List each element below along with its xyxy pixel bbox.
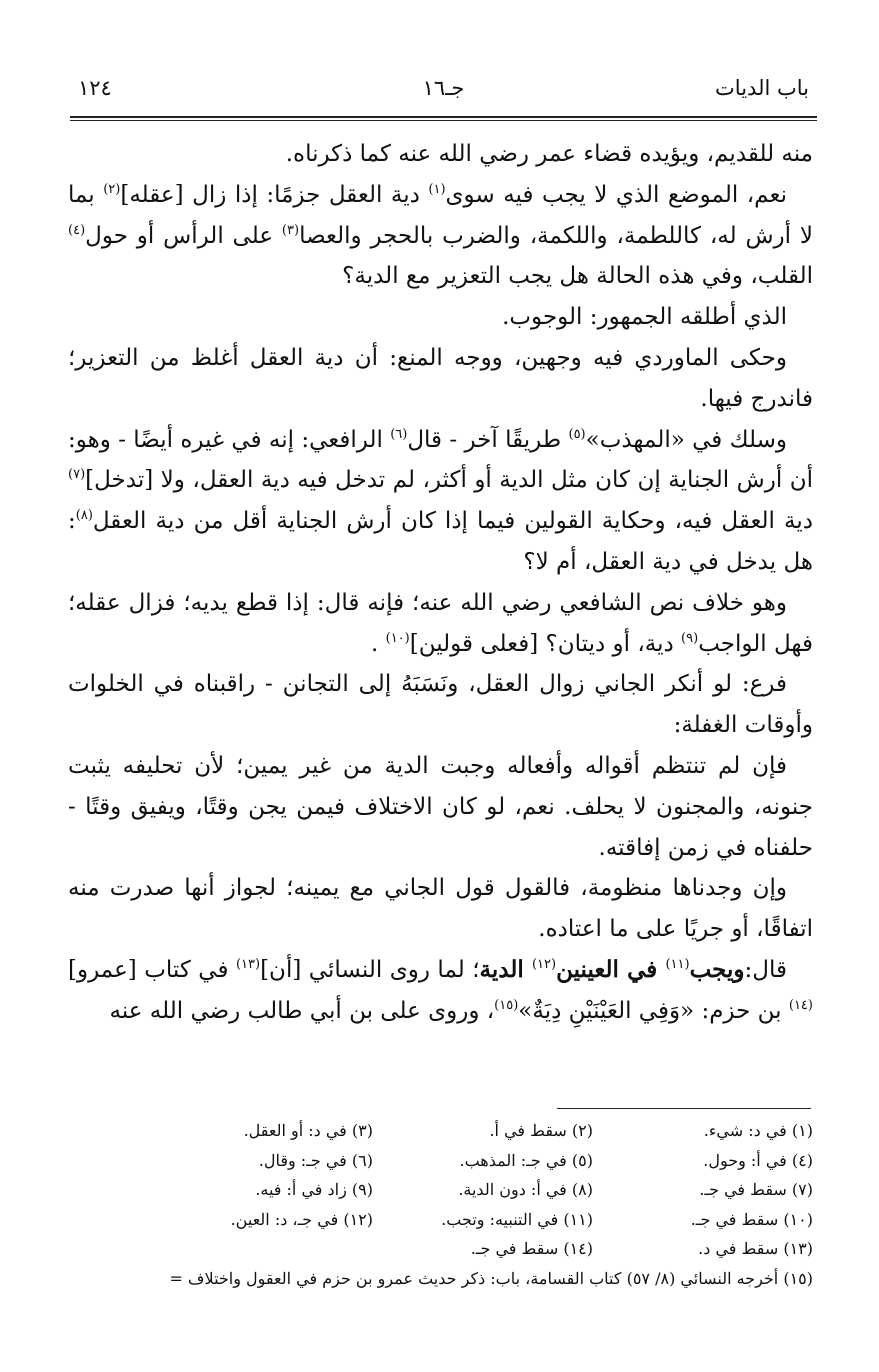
running-header	[78, 76, 809, 106]
chapter-title: باب الديات	[715, 76, 809, 100]
footnote: (١١) في التنبيه: وتجب.	[441, 1209, 593, 1229]
footnote-row	[60, 1205, 813, 1235]
paragraph-7: فرع: لو أنكر الجاني زوال العقل، ونَسَبَهُ إلى التجانن - راقبناه في الخلوات وأوقات الغفلة:	[68, 671, 813, 739]
footnote: (٨) في أ: دون الدية.	[458, 1180, 593, 1199]
paragraph-4: وحكى الماوردي فيه وجهين، ووجه المنع: أن دية العقل أغلظ من التعزير؛ فاندرج فيها.	[68, 344, 813, 412]
footnote: (٤) في أ: وحول.	[703, 1150, 813, 1170]
volume-label: جـ١٦	[422, 76, 465, 100]
footnote-ref[interactable]: (٦)	[390, 426, 408, 442]
paragraph-10: قال:ويجب$^{(١١)}$ في العينين$^{(١٢)}$ الدية؛ لما روى النسائي [أن]$^{(١٣)}$ في كتاب [عمرو]$^{(١٤)}$ بن حزم: «وَفِي العَيْنَيْنِ دِيَةٌ»$^{(١٥)}$، وروى على بن أبي طالب رضي الله عنه	[68, 955, 813, 1024]
footnotes	[60, 1116, 813, 1293]
footnote-row	[60, 1175, 813, 1205]
paragraph-6: وهو خلاف نص الشافعي رضي الله عنه؛ فإنه قال: إذا قطع يديه؛ فزال عقله؛ فهل الواجب$^{(٩)}$ دية، أو ديتان؟ [فعلى قولين]$^{(١٠)}$ .	[68, 589, 813, 657]
footnote: (١٢) في جـ، د: العين.	[230, 1209, 373, 1229]
footnote: (١٣) سقط في د.	[698, 1239, 813, 1258]
footnote-ref[interactable]: (١٥)	[494, 997, 519, 1013]
paragraph-3: الذي أطلقه الجمهور: الوجوب.	[502, 304, 787, 331]
footnote-ref[interactable]: (٧)	[68, 467, 86, 483]
footnote-15: (١٥) أخرجه النسائي (٨/ ٥٧) كتاب القسامة، باب: ذكر حديث عمرو بن حزم في العقول واختلاف =	[169, 1268, 813, 1288]
footnote-ref[interactable]: (٥)	[568, 426, 586, 442]
footnote: (٦) في جـ: وقال.	[258, 1150, 373, 1170]
footnote: (٩) زاد في أ: فيه.	[255, 1180, 373, 1199]
paragraph-2: نعم، الموضع الذي لا يجب فيه سوى$^{(١)}$ دية العقل جزمًا: إذا زال [عقله]$^{(٢)}$ بما لا أرش له، كاللطمة، واللكمة، والضرب بالحجر والعصا$^{(٣)}$ على الرأس أو حول$^{(٤)}$ القلب، وفي هذه الحالة هل يجب التعزير مع الدية؟	[68, 181, 813, 290]
footnote-row	[60, 1234, 813, 1264]
footnote-ref[interactable]: (١٢)	[531, 956, 557, 972]
footnote: (٣) في د: أو العقل.	[243, 1121, 373, 1140]
footnote: (٧) سقط في جـ.	[699, 1180, 813, 1199]
footnote: (١٤) سقط في جـ.	[470, 1239, 593, 1258]
footnote-row	[60, 1116, 813, 1146]
footnote-ref[interactable]: (١)	[428, 181, 446, 197]
footnote-ref[interactable]: (١٠)	[385, 630, 410, 646]
footnote-ref[interactable]: (٢)	[103, 181, 121, 197]
footnote-ref[interactable]: (٨)	[75, 508, 93, 524]
paragraph-8: فإن لم تنتظم أقواله وأفعاله وجبت الدية من غير يمين؛ لأن تحليفه يثبت جنونه، والمجنون لا يحلف. نعم، لو كان الاختلاف فيمن يجن وقتًا، ويفيق وقتًا - حلفناه في زمن إفاقته.	[68, 752, 813, 861]
main-text	[68, 134, 813, 1032]
footnote-ref[interactable]: (١١)	[665, 956, 690, 972]
footnote-ref[interactable]: (٤)	[68, 222, 86, 238]
header-rule-thin	[70, 120, 817, 121]
footnote: (١) في د: شيء.	[703, 1121, 813, 1140]
footnote: (٢) سقط في أ.	[489, 1121, 593, 1140]
footnote-ref[interactable]: (٩)	[681, 630, 699, 646]
footnote-separator	[557, 1108, 811, 1109]
footnote-row	[60, 1146, 813, 1176]
footnote-ref[interactable]: (١٣)	[235, 956, 261, 972]
paragraph-9: وإن وجدناها منظومة، فالقول قول الجاني مع يمينه؛ لجواز أنها صدرت منه اتفاقًا، أو جريًا على ما اعتاده.	[68, 875, 813, 943]
footnote-ref[interactable]: (٣)	[281, 222, 300, 238]
header-rule	[70, 116, 817, 118]
footnote: (١٠) سقط في جـ.	[690, 1209, 813, 1229]
footnote-ref[interactable]: (١٤)	[788, 997, 813, 1013]
paragraph-1: منه للقديم، ويؤيده قضاء عمر رضي الله عنه كما ذكرناه.	[285, 141, 813, 167]
footnote: (٥) في جـ: المذهب.	[459, 1150, 593, 1170]
page-number: ١٢٤	[78, 76, 112, 100]
paragraph-5: وسلك في «المهذب»$^{(٥)}$ طريقًا آخر - قال$^{(٦)}$ الرافعي: إنه في غيره أيضًا - وهو: أن أرش الجناية إن كان مثل الدية أو أكثر، لم تدخل فيه دية العقل، ولا [تدخل]$^{(٧)}$ دية العقل فيه، وحكاية القولين فيما إذا كان أرش الجناية أقل من دية العقل$^{(٨)}$: هل يدخل في دية العقل، أم لا؟	[68, 426, 813, 575]
